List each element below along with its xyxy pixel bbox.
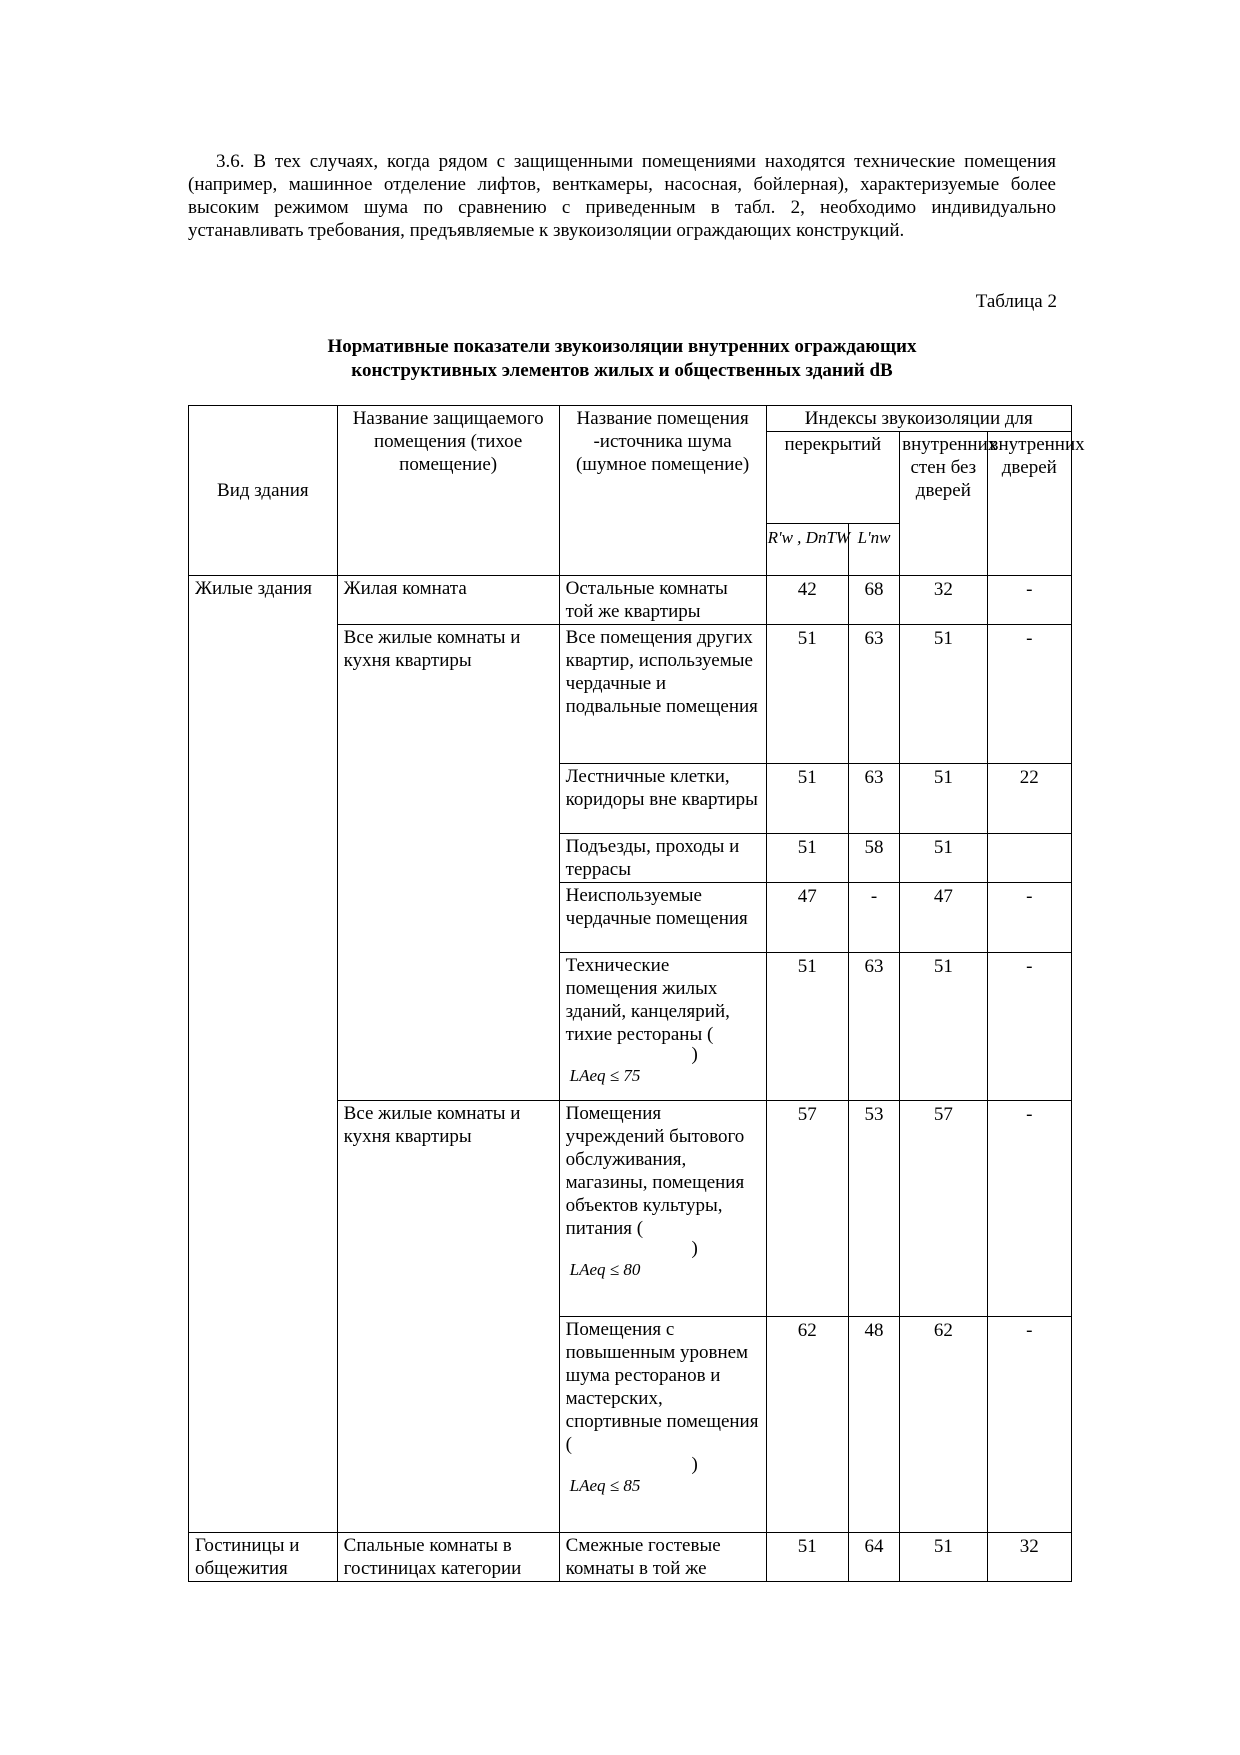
table-title-line2: конструктивных элементов жилых и общественных зданий dB [351,360,893,381]
cell-rw: 51 [766,1533,848,1582]
header-indices: Индексы звукоизоляции для [766,406,1071,432]
cell-source [559,953,766,1101]
header-floors: перекрытий [766,432,900,524]
cell-lnw: 63 [848,953,899,1101]
cell-lnw: 58 [848,834,899,883]
cell-source: Остальные комнаты той же квартиры [559,576,766,625]
cell-source-text: Помещения учреждений бытового обслуживания, магазины, помещения объектов культуры, питания ( [565,1103,745,1239]
sym-rw: R'w , DnTW [767,528,851,547]
cell-walls: 51 [900,764,987,834]
header-row-1 [189,406,1072,432]
cell-building: Гостиницы и общежития [189,1533,338,1582]
cell-rw: 47 [766,883,848,953]
cell-source [559,1101,766,1317]
table-row [189,576,1072,625]
cell-doors: - [987,1317,1071,1533]
cell-protected: Все жилые комнаты и кухня квартиры [337,1101,559,1533]
cell-walls: 51 [900,834,987,883]
cell-source: Неиспользуемые чердачные помещения [559,883,766,953]
cell-doors: 22 [987,764,1071,834]
cell-walls: 51 [900,625,987,764]
cell-walls: 51 [900,1533,987,1582]
cell-doors: - [987,953,1071,1101]
header-protected-room: Название защищаемого помещения (тихое помещение) [337,406,559,576]
cell-doors: 32 [987,1533,1071,1582]
header-building-type: Вид здания [189,406,338,576]
cell-lnw: 63 [848,625,899,764]
cell-rw: 57 [766,1101,848,1317]
cell-doors: - [987,576,1071,625]
laeq-value: LAeq ≤ 85 [569,1476,641,1495]
cell-source: Все помещения других квартир, используемые чердачные и подвальные помещения [559,625,766,764]
laeq-formula: ) LAeq ≤ 80 [569,1238,698,1279]
cell-protected: Все жилые комнаты и кухня квартиры [337,625,559,1101]
noise-insulation-table [188,405,1085,1582]
cell-doors: - [987,1101,1071,1317]
cell-protected: Жилая комната [337,576,559,625]
header-sym-lnw [848,524,899,576]
cell-walls: 51 [900,953,987,1101]
cell-walls: 47 [900,883,987,953]
cell-rw: 51 [766,953,848,1101]
cell-source: Лестничные клетки, коридоры вне квартиры [559,764,766,834]
header-inner-doors: внутренних дверей [987,432,1071,576]
cell-doors: - [987,625,1071,764]
cell-source-text: Помещения с повышенным уровнем шума ресторанов и мастерских, спортивные помещения ( [565,1319,759,1455]
cell-rw: 51 [766,834,848,883]
table-label: Таблица 2 [975,291,1057,312]
cell-lnw: 48 [848,1317,899,1533]
laeq-value: LAeq ≤ 80 [569,1260,641,1279]
cell-source-text: Технические помещения жилых зданий, канцелярий, тихие рестораны ( [565,955,730,1045]
cell-doors: - [987,883,1071,953]
cell-rw: 51 [766,625,848,764]
header-inner-walls-label: внутренних стен без дверей [902,434,998,501]
cell-rw: 42 [766,576,848,625]
laeq-formula: ) LAeq ≤ 85 [569,1454,698,1495]
sym-lnw: L'nw [857,528,891,547]
cell-building: Жилые здания [189,576,338,1533]
cell-lnw: 64 [848,1533,899,1582]
cell-walls: 57 [900,1101,987,1317]
cell-protected: Спальные комнаты в гостиницах категории [337,1533,559,1582]
laeq-value: LAeq ≤ 75 [569,1066,641,1085]
cell-lnw: 63 [848,764,899,834]
cell-lnw: 53 [848,1101,899,1317]
cell-source [559,1317,766,1533]
laeq-formula: ) LAeq ≤ 75 [569,1044,698,1085]
intro-paragraph: 3.6. В тех случаях, когда рядом с защищенными помещениями находятся технические помещения (например, машинное отделение лифтов, венткамеры, насосная, бойлерная), характеризуемые более высоким режимом шума по сравнению с приведенным в табл. 2, необходимо индивидуально устанавливать требования, предъявляемые к звукоизоляции ограждающих конструкций. [188,151,1056,241]
cell-rw: 51 [766,764,848,834]
header-inner-walls [900,432,998,576]
table-title [188,335,1056,383]
cell-walls: 32 [900,576,987,625]
header-sym-rw [766,524,851,576]
cell-source: Подъезды, проходы и террасы [559,834,766,883]
cell-doors [987,834,1071,883]
cell-rw: 62 [766,1317,848,1533]
cell-walls: 62 [900,1317,987,1533]
cell-lnw: - [848,883,899,953]
cell-lnw: 68 [848,576,899,625]
cell-source: Смежные гостевые комнаты в той же [559,1533,766,1582]
header-noise-room: Название помещения -источника шума (шумное помещение) [559,406,766,576]
table-row [189,1533,1072,1582]
table-title-line1: Нормативные показатели звукоизоляции внутренних ограждающих [327,336,917,357]
